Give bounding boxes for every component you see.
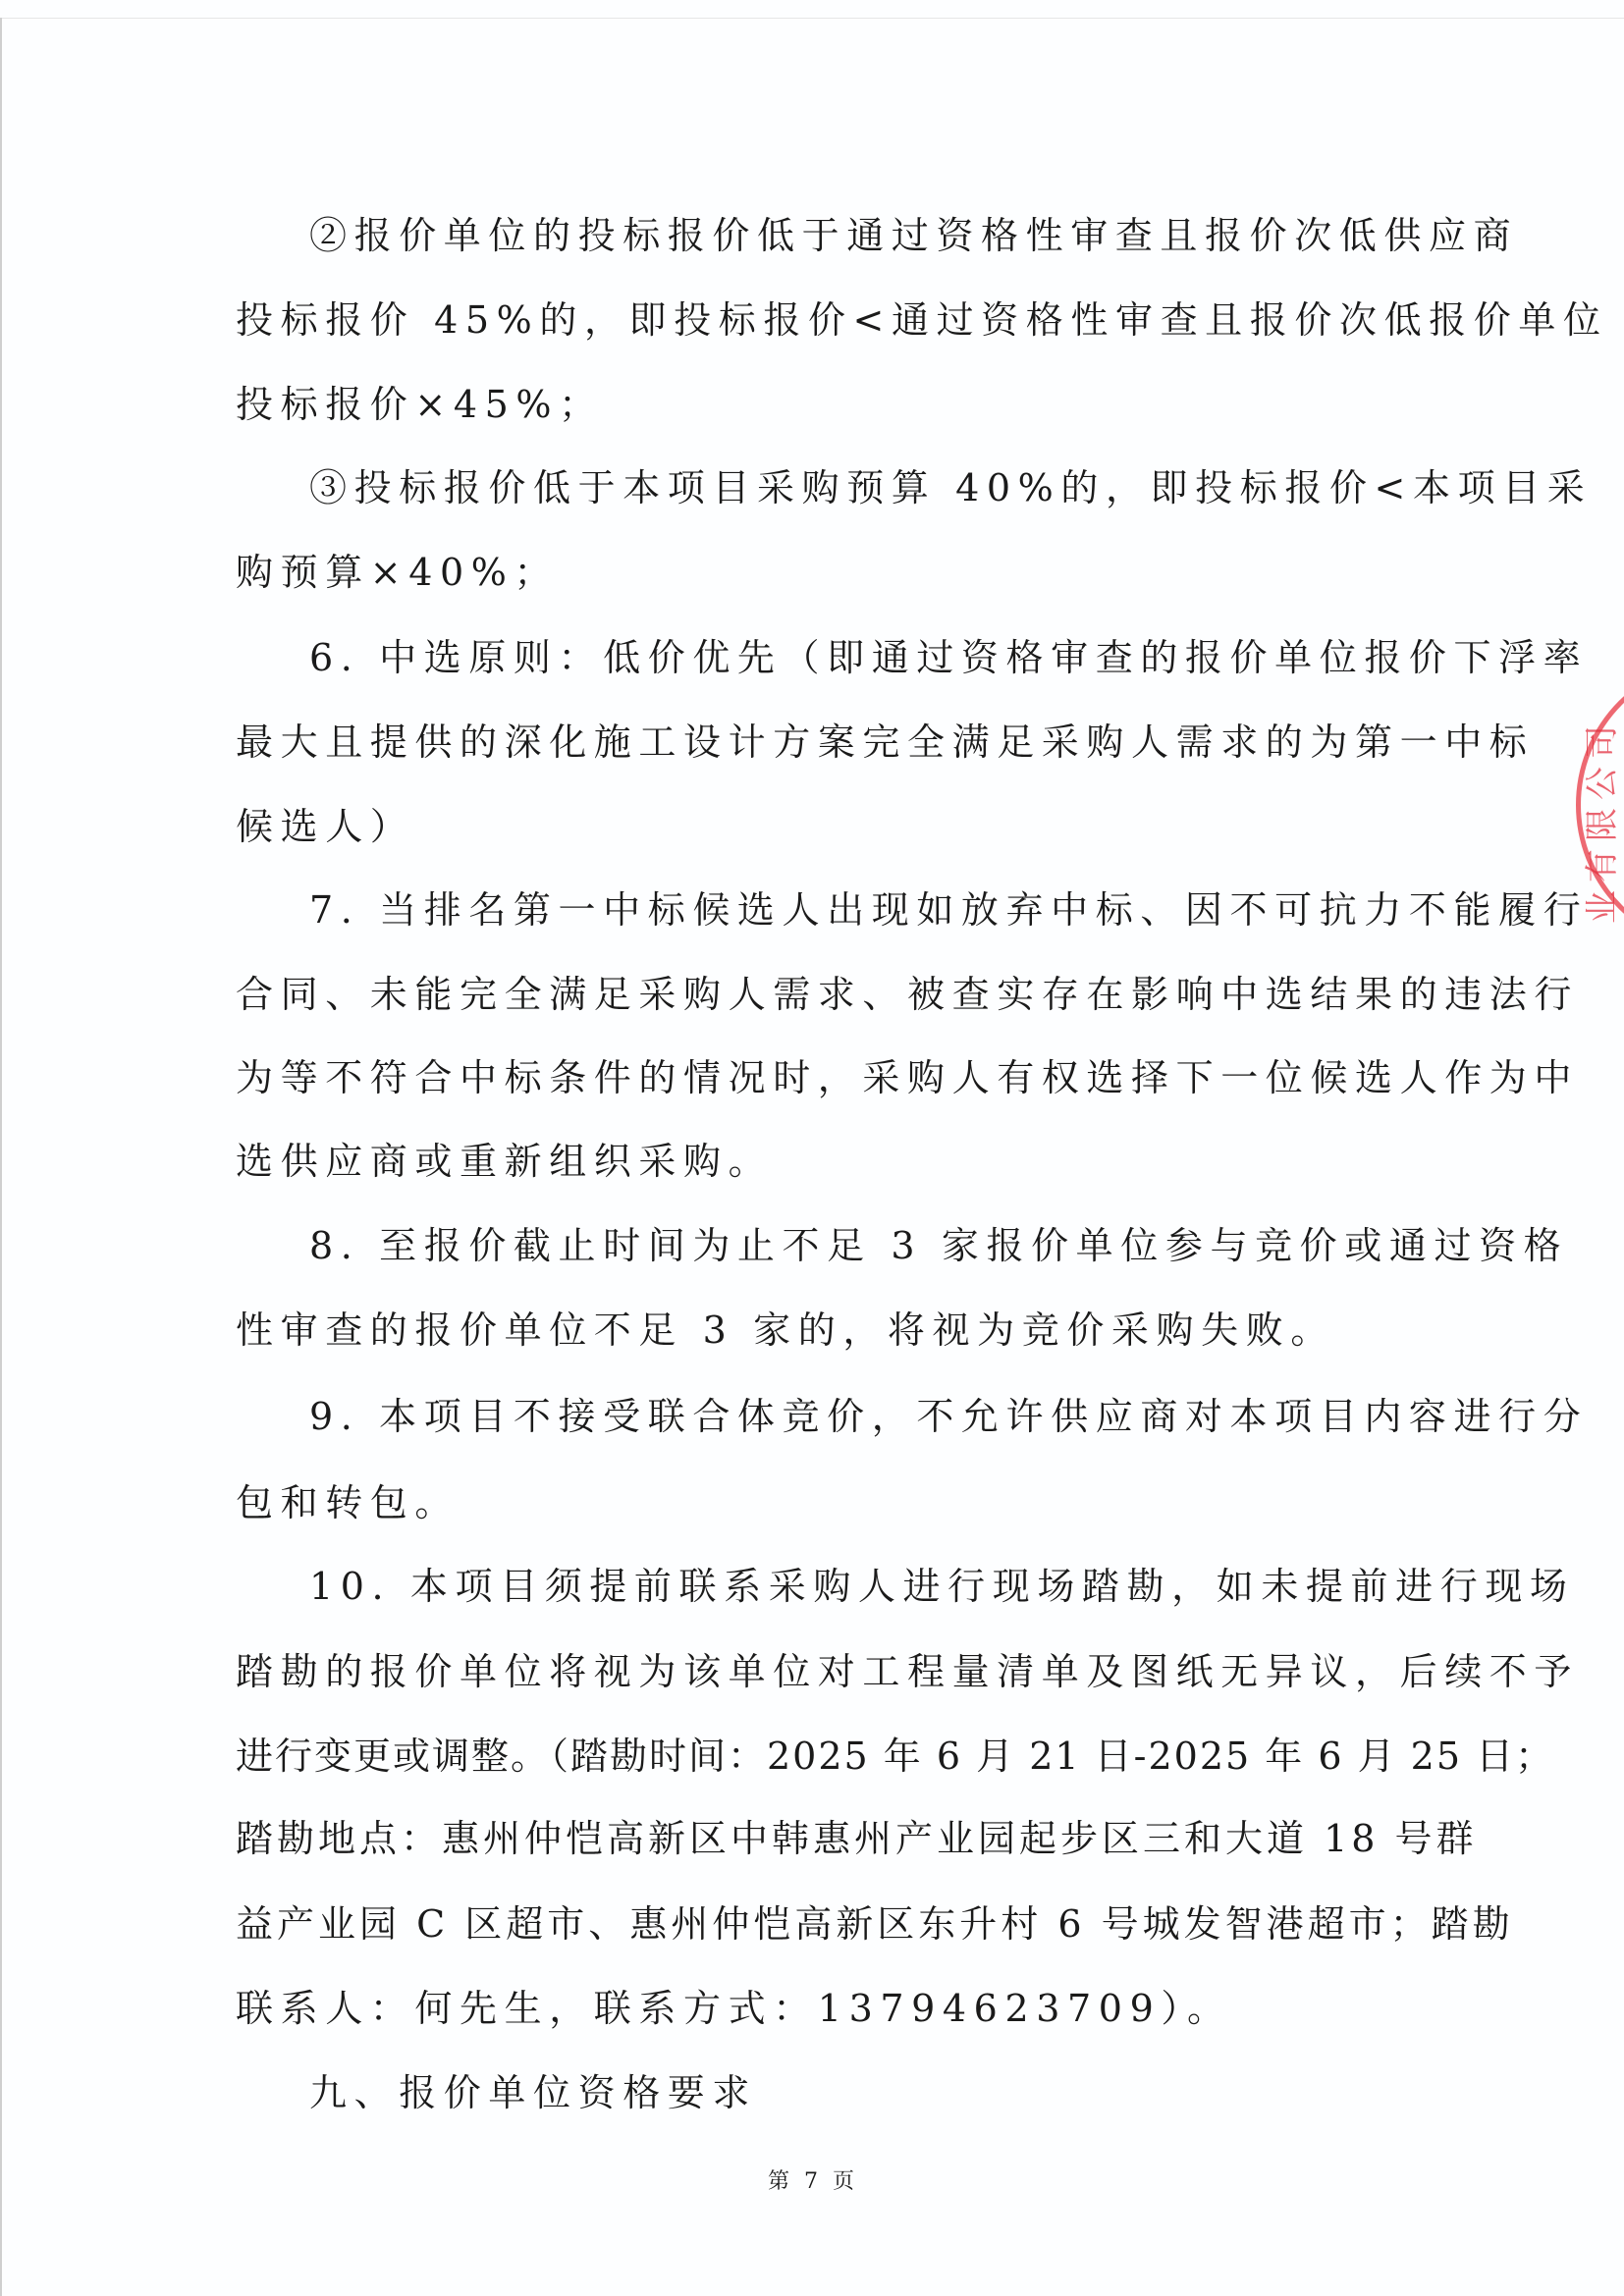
section-heading: 九、报价单位资格要求: [309, 2071, 758, 2114]
paragraph-item-2-line-2: 投标报价 45%的，即投标报价<通过资格性审查且报价次低报价单位: [236, 298, 1608, 342]
paragraph-item-6-line-3: 候选人）: [236, 805, 415, 848]
paragraph-item-2-line-3: 投标报价×45%；: [236, 383, 604, 426]
seal-char: 有: [1583, 849, 1622, 882]
paragraph-item-7-line-4: 选供应商或重新组织采购。: [236, 1140, 774, 1183]
paragraph-item-8-line-2: 性审查的报价单位不足 3 家的，将视为竞价采购失败。: [236, 1308, 1335, 1352]
seal-char: 业: [1583, 890, 1622, 924]
paragraph-item-7-line-1: 7. 当排名第一中标候选人出现如放弃中标、因不可抗力不能履行: [309, 888, 1589, 932]
page-number: 第 7 页: [768, 2169, 856, 2194]
company-seal-stamp: [1532, 648, 1624, 982]
seal-char: 限: [1583, 808, 1622, 841]
paragraph-item-10-line-4: 踏勘地点：惠州仲恺高新区中韩惠州产业园起步区三和大道 18 号群: [236, 1817, 1478, 1860]
paragraph-item-9-line-1: 9. 本项目不接受联合体竞价，不允许供应商对本项目内容进行分: [309, 1395, 1589, 1438]
paragraph-item-10-line-1: 10. 本项目须提前联系采购人进行现场踏勘，如未提前进行现场: [309, 1565, 1575, 1608]
seal-char: 公: [1583, 767, 1622, 800]
paragraph-item-10-line-3: 进行变更或调整。（踏勘时间：2025 年 6 月 21 日-2025 年 6 月 25 日；: [236, 1735, 1555, 1778]
paragraph-item-3-line-1: ③投标报价低于本项目采购预算 40%的，即投标报价<本项目采: [309, 466, 1593, 509]
paragraph-item-9-line-2: 包和转包。: [236, 1481, 460, 1524]
paragraph-item-10-line-5: 益产业园 C 区超市、惠州仲恺高新区东升村 6 号城发智港超市；踏勘: [236, 1902, 1514, 1946]
paragraph-item-10-line-2: 踏勘的报价单位将视为该单位对工程量清单及图纸无异议，后续不予: [236, 1650, 1580, 1693]
paragraph-item-6-line-2: 最大且提供的深化施工设计方案完全满足采购人需求的为第一中标: [236, 721, 1535, 764]
paragraph-item-7-line-3: 为等不符合中标条件的情况时，采购人有权选择下一位候选人作为中: [236, 1056, 1580, 1099]
seal-text: [1583, 721, 1622, 928]
scan-edge-left: [0, 18, 2, 2296]
paragraph-item-8-line-1: 8. 至报价截止时间为止不足 3 家报价单位参与竞价或通过资格: [309, 1224, 1569, 1267]
seal-char: 司: [1583, 725, 1622, 759]
paragraph-item-6-line-1: 6. 中选原则：低价优先（即通过资格审查的报价单位报价下浮率: [309, 636, 1589, 679]
paragraph-item-2-line-1: ②报价单位的投标报价低于通过资格性审查且报价次低供应商: [309, 214, 1519, 257]
paragraph-item-10-line-6: 联系人：何先生，联系方式：13794623709）。: [236, 1987, 1232, 2030]
paragraph-item-3-line-2: 购预算×40%；: [236, 551, 560, 594]
paragraph-item-7-line-2: 合同、未能完全满足采购人需求、被查实存在影响中选结果的违法行: [236, 973, 1580, 1016]
scan-edge-top: [0, 18, 1624, 19]
